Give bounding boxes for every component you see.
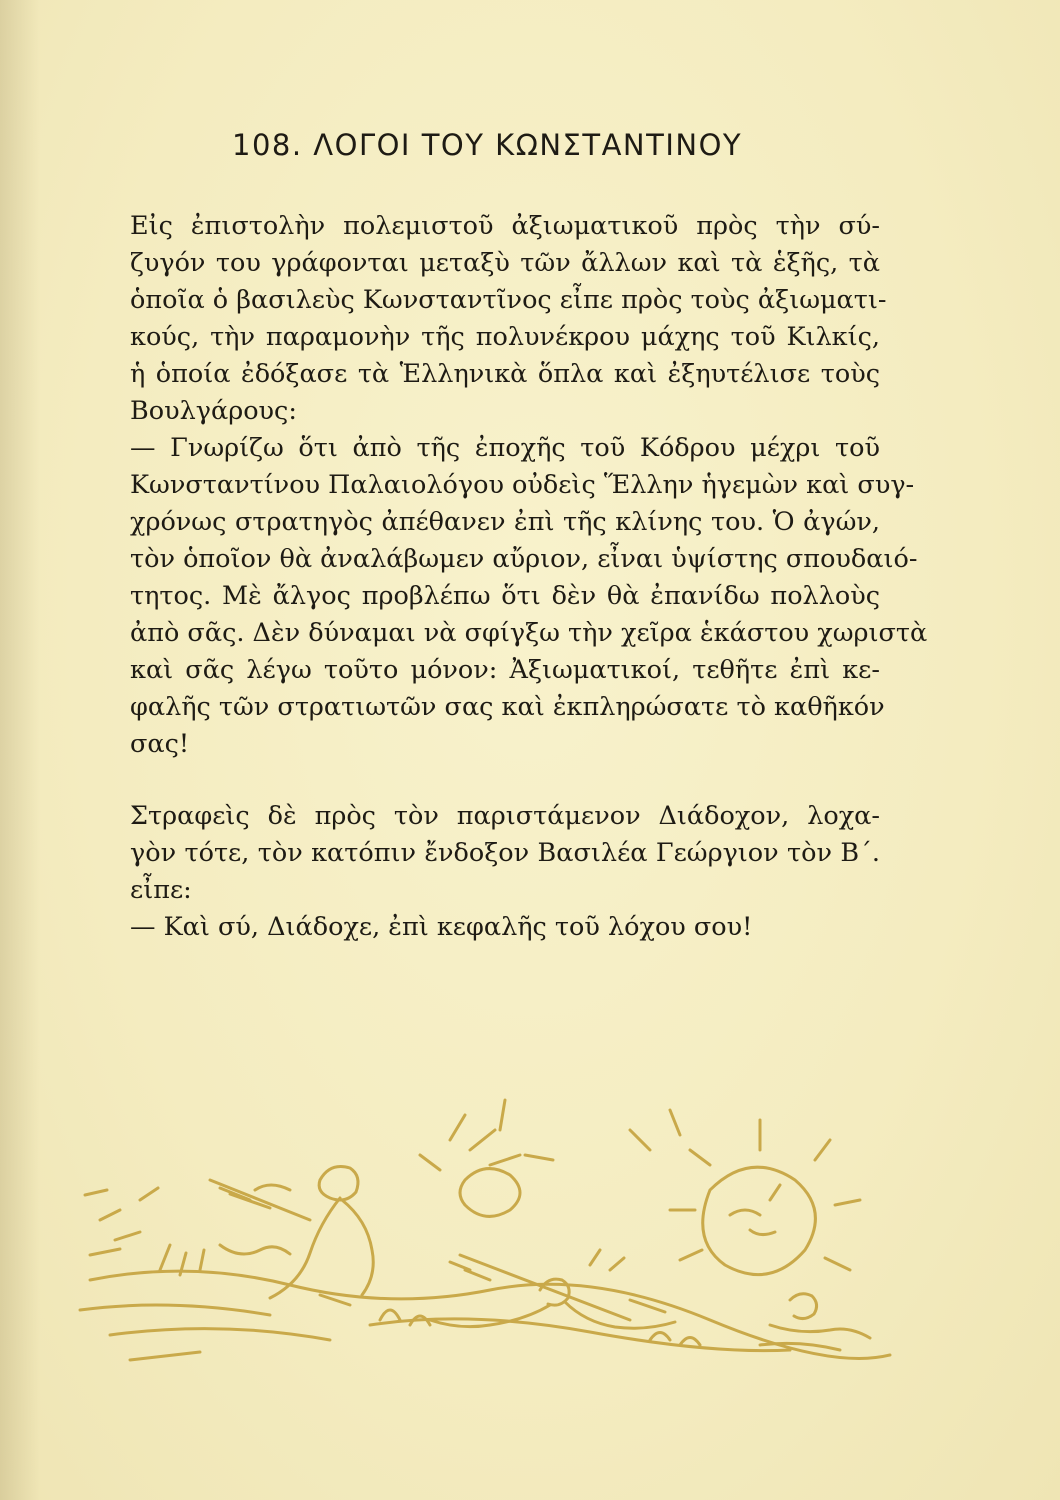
text-line: χρόνως στρατηγὸς ἀπέθανεν ἐπὶ τῆς κλίνης του. Ὁ ἀγών, <box>130 507 880 537</box>
text-line: ἀπὸ σᾶς. Δὲν δύναμαι νὰ σφίγξω τὴν χεῖρα ἑκάστου χωριστὰ <box>130 618 928 648</box>
text-line: Στραφεὶς δὲ πρὸς τὸν παριστάμενον Διάδοχον, λοχα- <box>130 801 880 831</box>
text-line: Βουλγάρους: <box>130 396 297 426</box>
text-line: ὁποῖα ὁ βασιλεὺς Κωνσταντῖνος εἶπε πρὸς τοὺς ἀξιωματι- <box>130 285 887 315</box>
text-line: ἡ ὁποία ἐδόξασε τὰ Ἑλληνικὰ ὅπλα καὶ ἐξηυτέλισε τοὺς <box>130 359 880 389</box>
text-line: εἶπε: <box>130 875 192 905</box>
body-text-top <box>130 208 928 763</box>
text-line: φαλῆς τῶν στρατιωτῶν σας καὶ ἐκπληρώσατε τὸ καθῆκόν <box>130 692 885 722</box>
page-edge-shadow <box>0 0 40 1500</box>
text-line: Κωνσταντίνου Παλαιολόγου οὐδεὶς Ἕλλην ἡγεμὼν καὶ συγ- <box>130 470 915 500</box>
text-line: — Καὶ σύ, Διάδοχε, ἐπὶ κεφαλῆς τοῦ λόχου σου! <box>130 912 753 942</box>
text-line: γὸν τότε, τὸν κατόπιν ἔνδοξον Βασιλέα Γεώργιον τὸν Β΄. <box>130 838 880 868</box>
text-line: σας! <box>130 729 190 759</box>
text-line: ζυγόν του γράφονται μεταξὺ τῶν ἄλλων καὶ τὰ ἑξῆς, τὰ <box>130 248 880 278</box>
text-line: καὶ σᾶς λέγω τοῦτο μόνον: Ἀξιωματικοί, τεθῆτε ἐπὶ κε- <box>130 655 880 685</box>
chapter-title: 108. ΛΟΓΟΙ ΤΟΥ ΚΩΝΣΤΑΝΤΙΝΟΥ <box>232 128 743 162</box>
body-text-bottom <box>130 798 880 946</box>
text-line: Εἰς ἐπιστολὴν πολεμιστοῦ ἀξιωματικοῦ πρὸς τὴν σύ- <box>130 211 880 241</box>
text-line: κούς, τὴν παραμονὴν τῆς πολυνέκρου μάχης τοῦ Κιλκίς, <box>130 322 880 352</box>
text-line: τητος. Μὲ ἄλγος προβλέπω ὅτι δὲν θὰ ἐπανίδω πολλοὺς <box>130 581 880 611</box>
battle-scene-illustration <box>70 1070 910 1370</box>
text-line: — Γνωρίζω ὅτι ἀπὸ τῆς ἐποχῆς τοῦ Κόδρου μέχρι τοῦ <box>130 433 880 463</box>
text-line: τὸν ὁποῖον θὰ ἀναλάβωμεν αὔριον, εἶναι ὑψίστης σπουδαιό- <box>130 544 918 574</box>
